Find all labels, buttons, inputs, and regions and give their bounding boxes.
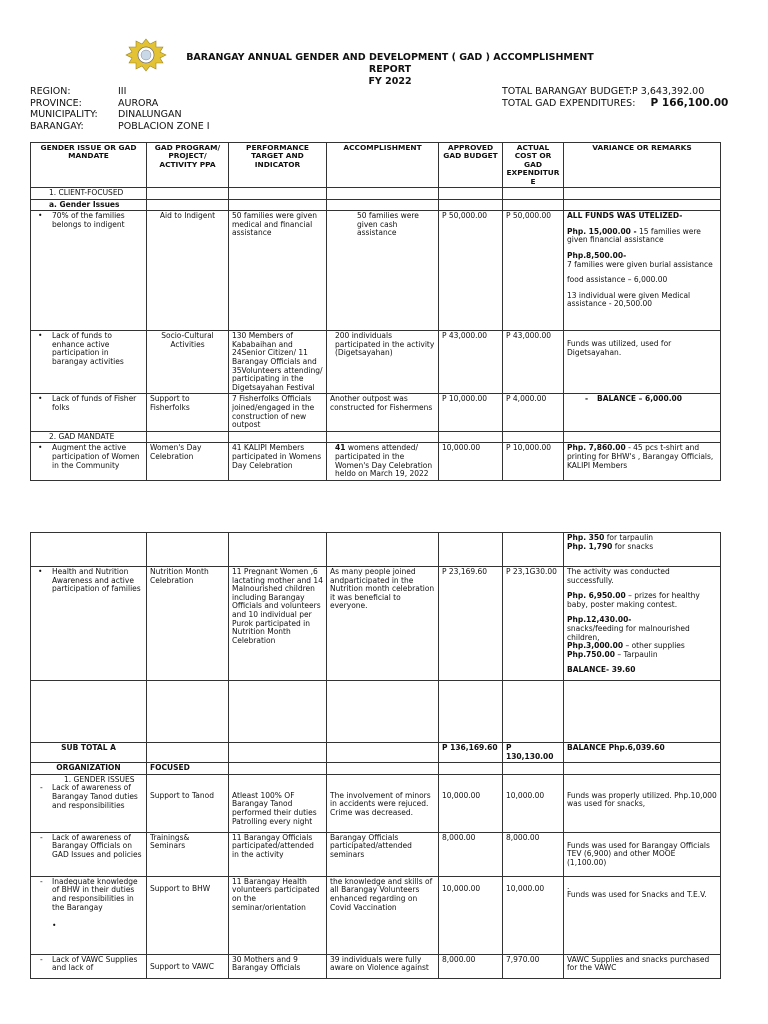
- table-row: [31, 331, 721, 394]
- remarks-cell: [564, 211, 721, 331]
- col-header-ppa: GAD PROGRAM/ PROJECT/ ACTIVITY PPA: [147, 143, 229, 188]
- remarks-cell: [564, 567, 721, 681]
- issue-cell: • Lack of funds to enhance active participation in barangay activities: [34, 332, 143, 366]
- table-row: [31, 567, 721, 681]
- focused-label: FOCUSED: [147, 763, 229, 775]
- province-label: PROVINCE:: [30, 97, 82, 109]
- accomplishment-cell: As many people joined andparticipated in the Nutrition month celebration it was beneficial to everyone.: [327, 567, 439, 681]
- budget-cell: 8,000.00: [439, 954, 503, 978]
- accomplishment-cell: The involvement of minors in accidents were rejuced. Crime was decreased.: [327, 774, 439, 832]
- actual-cost-cell: P 23,1G30.00: [503, 567, 564, 681]
- location-values: [118, 86, 210, 132]
- region-label: REGION:: [30, 86, 71, 97]
- total-gad-value: P 166,100.00: [650, 96, 729, 109]
- remarks-cell: - BALANCE – 6,000.00: [579, 395, 717, 404]
- target-cell: 41 KALIPI Members participated in Womens Day Celebration: [229, 443, 327, 481]
- municipality-value: DINALUNGAN: [118, 109, 182, 120]
- subtotal-actual: P 130,130.00: [503, 743, 564, 763]
- gad-table-part2: [30, 532, 721, 979]
- region-value: III: [118, 86, 127, 97]
- actual-cost-cell: P 50,000.00: [503, 211, 564, 331]
- location-labels: [30, 86, 98, 132]
- actual-cost-cell: 10,000.00: [503, 876, 564, 954]
- municipality-label: MUNICIPALITY:: [30, 109, 98, 120]
- target-cell: 130 Members of Kababaihan and 24Senior Citizen/ 11 Barangay Officials and 35Volunteers attending/ participating in the Digetsayahan Festival: [229, 331, 327, 394]
- remark-amount: Php. 6,950.00: [567, 591, 626, 601]
- remarks-continuation: [564, 533, 721, 567]
- subtotal-label: SUB TOTAL A: [31, 743, 147, 763]
- table-header-row: [31, 143, 721, 188]
- issue-cell: • Health and Nutrition Awareness and active participation of families: [34, 568, 143, 594]
- accomplishment-cell: Barangay Officials participated/attended seminars: [327, 832, 439, 876]
- total-barangay-budget: TOTAL BARANGAY BUDGET:P 3,643,392.00: [502, 86, 705, 97]
- accomplishment-cell: the knowledge and skills of all Barangay Volunteers enhanced regarding on Covid Vaccination: [327, 876, 439, 954]
- remark-text: for tarpaulin: [604, 533, 654, 542]
- budget-cell: 10,000.00: [439, 774, 503, 832]
- remarks-cell: Funds was properly utilized. Php.10,000 was used for snacks,: [564, 774, 721, 832]
- ppa-cell: Women's Day Celebration: [147, 443, 229, 481]
- ppa-cell: Nutrition Month Celebration: [147, 567, 229, 681]
- section-row: [31, 763, 721, 775]
- report-title: [170, 52, 610, 88]
- accomplishment-count: 41: [335, 443, 346, 453]
- total-gad-label: TOTAL GAD EXPENDITURES:: [502, 97, 636, 109]
- issue-cell: • 70% of the families belongs to indigent: [34, 212, 143, 229]
- accomplishment-cell: 50 families were given cash assistance: [327, 211, 439, 331]
- table-row: [31, 954, 721, 978]
- target-cell: 11 Pregnant Women ,6 lactating mother and 14 Malnourished children including Barangay Officials and volunteers and 10 individual per Purok participated in Nutrition Month Celebration: [229, 567, 327, 681]
- subtotal-remark: BALANCE Php.6,039.60: [564, 743, 721, 763]
- target-cell: 50 families were given medical and financial assistance: [229, 211, 327, 331]
- remark-text: for snacks: [612, 541, 654, 551]
- remark-text: – Tarpaulin: [615, 649, 658, 659]
- budget-cell: 10,000.00: [439, 443, 503, 481]
- subtotal-row: [31, 743, 721, 763]
- remark-text: snacks/feeding for malnourished children,: [567, 623, 690, 642]
- province-value: AURORA: [118, 97, 159, 109]
- target-cell: 11 Barangay Health volunteers participated on the seminar/orientation: [229, 876, 327, 954]
- barangay-value: POBLACION ZONE I: [118, 120, 210, 132]
- target-cell: 30 Mothers and 9 Barangay Officials: [229, 954, 327, 978]
- issue-cell: - Inadequate knowledge of BHW in their duties and responsibilities in the Barangay: [34, 878, 143, 912]
- client-focused-label: 1. CLIENT-FOCUSED: [31, 188, 147, 200]
- remark-amount: Php. 7,860.00: [567, 443, 626, 453]
- actual-cost-cell: 10,000.00: [503, 774, 564, 832]
- remark-text: Funds was used for Snacks and T.E.V.: [567, 890, 707, 900]
- actual-cost-cell: 8,000.00: [503, 832, 564, 876]
- table-row: [31, 774, 721, 832]
- remark-amount: Php. 15,000.00 -: [567, 226, 637, 236]
- section-row: [31, 199, 721, 211]
- actual-cost-cell: P 10,000.00: [503, 443, 564, 481]
- remarks-cell: VAWC Supplies and snacks purchased for the VAWC: [564, 954, 721, 978]
- remark-amount: Php.750.00: [567, 649, 615, 659]
- remark-text: – other supplies: [623, 641, 685, 651]
- remark-line: ALL FUNDS WAS UTELIZED-: [567, 211, 683, 221]
- budget-cell: P 23,169.60: [439, 567, 503, 681]
- remark-line: food assistance – 6,000.00: [567, 275, 668, 285]
- actual-cost-cell: 7,970.00: [503, 954, 564, 978]
- remark-dot: .: [567, 881, 570, 891]
- barangay-seal-logo: [120, 38, 172, 72]
- col-header-remarks: VARIANCE OR REMARKS: [564, 143, 721, 188]
- remark-text: – prizes for healthy baby, poster making contest.: [567, 591, 700, 609]
- remark-line: The activity was conducted successfully.: [567, 567, 670, 585]
- remark-amount: Php. 350: [567, 533, 605, 542]
- remarks-cell: [564, 443, 721, 481]
- accomplishment-text: womens attended/ participated in the Women's Day Celebration heldo on March 19, 2022: [335, 443, 433, 479]
- accomplishment-cell: [327, 443, 439, 481]
- remark-amount: Php.12,430.00-: [567, 615, 632, 625]
- target-cell: Atleast 100% OF Barangay Tanod performed their duties Patrolling every night: [229, 774, 327, 832]
- gad-table-part1: [30, 142, 721, 481]
- issue-cell: - Lack of awareness of Barangay Officials on GAD Issues and policies: [34, 834, 143, 860]
- gender-issues-label: 1. GENDER ISSUES: [64, 774, 135, 784]
- budget-cell: 8,000.00: [439, 832, 503, 876]
- col-header-approved-budget: APPROVED GAD BUDGET: [439, 143, 503, 188]
- report-title-year: FY 2022: [368, 76, 412, 87]
- organization-label: ORGANIZATION: [31, 763, 147, 775]
- barangay-label: BARANGAY:: [30, 120, 84, 132]
- remark-balance: BALANCE- 39.60: [567, 665, 636, 675]
- remark-amount: Php. 1,790: [567, 541, 613, 551]
- ppa-cell: Support to Fisherfolks: [147, 394, 229, 431]
- table-row: [31, 211, 721, 331]
- ppa-cell: Trainings& Seminars: [147, 832, 229, 876]
- issue-cell: - Lack of VAWC Supplies and lack of: [34, 956, 143, 973]
- budget-cell: P 10,000.00: [439, 394, 503, 431]
- target-cell: 7 Fisherfolks Officials joined/engaged in the construction of new outpost: [229, 394, 327, 431]
- gender-issues-label: a. Gender Issues: [31, 199, 147, 211]
- budget-cell: 10,000.00: [439, 876, 503, 954]
- budget-summary: [502, 86, 728, 109]
- remark-amount: Php.8,500.00-: [567, 251, 627, 260]
- accomplishment-cell: Another outpost was constructed for Fishermens: [327, 394, 439, 431]
- section-row: [31, 188, 721, 200]
- remarks-cell: [564, 876, 721, 954]
- budget-cell: P 43,000.00: [439, 331, 503, 394]
- col-header-accomplishment: ACCOMPLISHMENT: [327, 143, 439, 188]
- actual-cost-cell: P 43,000.00: [503, 331, 564, 394]
- table-row: [31, 394, 721, 431]
- ppa-cell: Support to VAWC: [147, 954, 229, 978]
- table-row: [31, 876, 721, 954]
- remarks-cell: Funds was utilized, used for Digetsayahan.: [564, 331, 721, 394]
- target-cell: 11 Barangay Officials participated/attended in the activity: [229, 832, 327, 876]
- remark-text: 15 families were given financial assistance: [567, 226, 701, 245]
- ppa-cell: Support to Tanod: [147, 774, 229, 832]
- remark-text: - 45 pcs t-shirt and printing for BHW's , Barangay Officials, KALIPI Members: [567, 443, 714, 470]
- col-header-actual-cost: ACTUAL COST OR GAD EXPENDITUR E: [503, 143, 564, 188]
- subtotal-budget: P 136,169.60: [439, 743, 503, 763]
- table-row: [31, 443, 721, 481]
- ppa-cell: Aid to Indigent: [147, 211, 229, 331]
- budget-cell: P 50,000.00: [439, 211, 503, 331]
- gad-mandate-label: 2. GAD MANDATE: [31, 431, 147, 443]
- section-row: [31, 431, 721, 443]
- table-row: [31, 533, 721, 567]
- accomplishment-cell: 200 individuals participated in the activity (Digetsayahan): [327, 331, 439, 394]
- col-header-gender-issue: GENDER ISSUE OR GAD MANDATE: [31, 143, 147, 188]
- ppa-cell: Support to BHW: [147, 876, 229, 954]
- actual-cost-cell: P 4,000.00: [503, 394, 564, 431]
- remarks-cell: Funds was used for Barangay Officials TEV (6,900) and other MOOE (1,100.00): [564, 832, 721, 876]
- accomplishment-cell: 39 individuals were fully aware on Violence against: [327, 954, 439, 978]
- stray-bullet: •: [52, 921, 57, 931]
- issue-cell: • Lack of funds of Fisher folks: [34, 395, 143, 412]
- issue-cell: • Augment the active participation of Women in the Community: [34, 444, 143, 470]
- issue-cell: - Lack of awareness of Barangay Tanod duties and responsibilities: [34, 784, 143, 810]
- report-title-line1: BARANGAY ANNUAL GENDER AND DEVELOPMENT ( GAD ) ACCOMPLISHMENT REPORT: [186, 52, 594, 75]
- remark-text: 7 families were given burial assistance: [567, 259, 713, 269]
- remark-amount: Php.3,000.00: [567, 641, 624, 651]
- ppa-cell: Socio-Cultural Activities: [147, 331, 229, 394]
- col-header-target: PERFORMANCE TARGET AND INDICATOR: [229, 143, 327, 188]
- remark-line: 13 individual were given Medical assistance - 20,500.00: [567, 290, 691, 309]
- table-row-empty: [31, 681, 721, 743]
- table-row: [31, 832, 721, 876]
